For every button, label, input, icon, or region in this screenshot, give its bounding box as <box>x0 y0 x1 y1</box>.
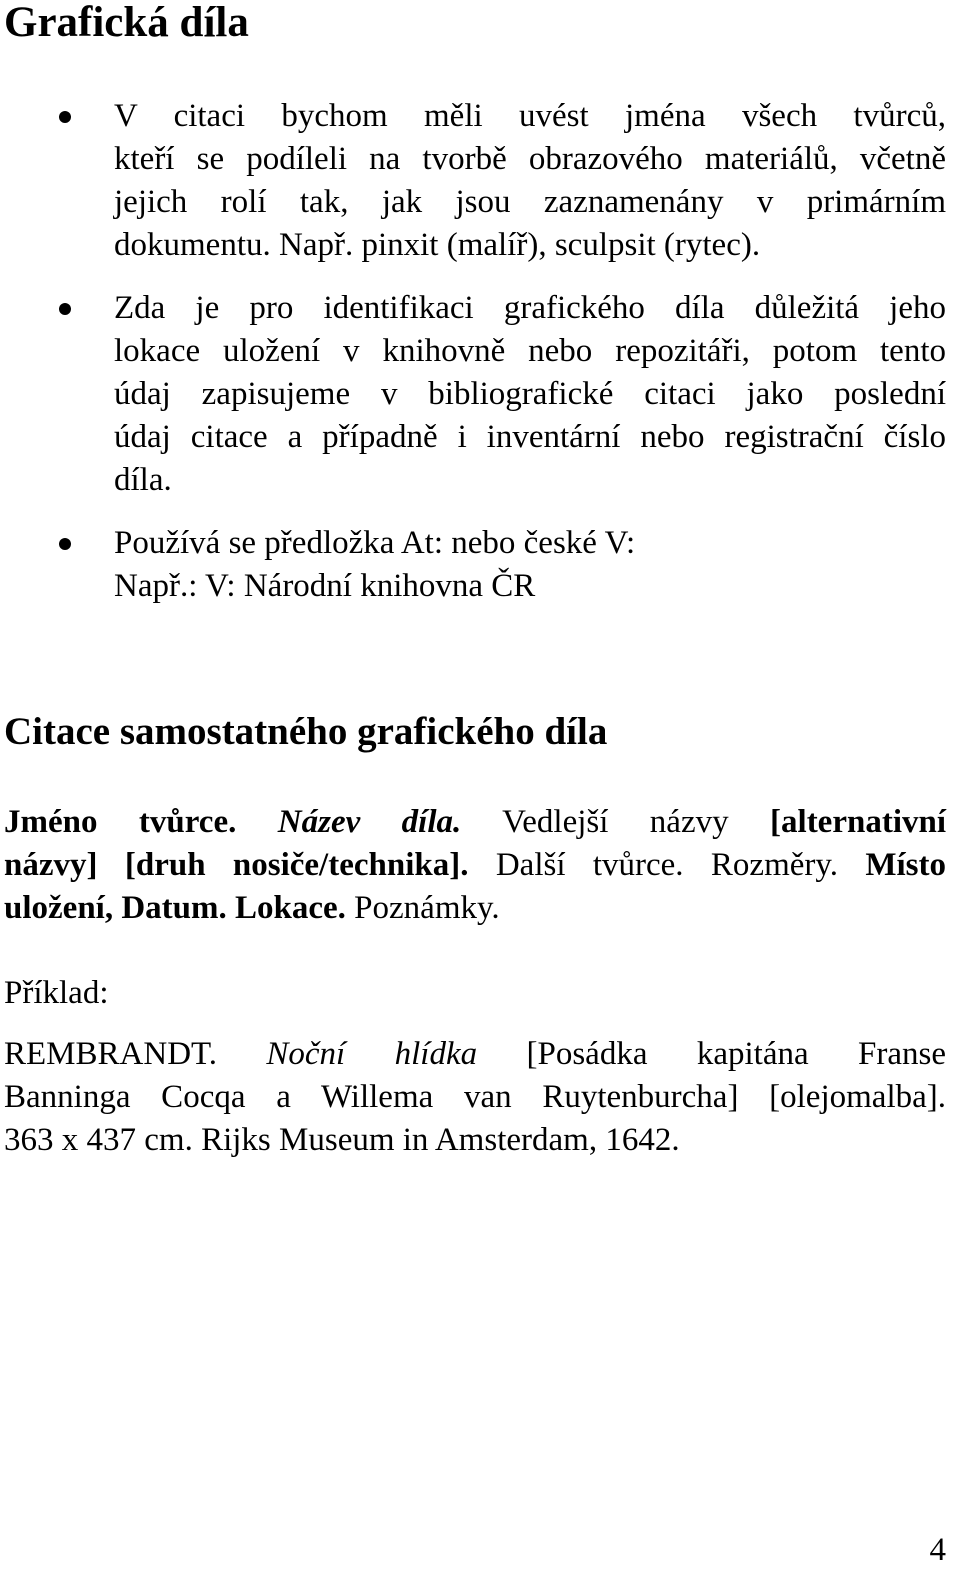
template-location-date: uložení, Datum. Lokace. <box>4 890 346 926</box>
bullet-dot-icon <box>59 111 71 123</box>
template-work-title: Název díla. <box>277 804 462 840</box>
template-creator: Jméno tvůrce. <box>4 804 237 840</box>
template-alt-bracket: [alternativní <box>770 804 947 840</box>
bullet-dot-icon <box>59 303 71 315</box>
template-dimensions: Rozměry. <box>710 847 838 883</box>
template-notes: Poznámky. <box>354 890 500 926</box>
citation-example-line: 363 x 437 cm. Rijks Museum in Amsterdam, 1642. <box>4 1122 680 1158</box>
section-heading: Citace samostatného grafického díla <box>4 710 608 753</box>
bullet-text-line: dokumentu. Např. pinxit (malíř), sculpsit (rytec). <box>114 227 761 263</box>
bullet-text-line: údaj citace a případně i inventární nebo registrační číslo <box>114 419 946 455</box>
citation-example <box>4 1033 946 1162</box>
example-label: Příklad: <box>4 975 109 1011</box>
example-author: REMBRANDT. <box>4 1036 217 1072</box>
example-alt-title: [Posádka kapitána Franse <box>526 1036 946 1072</box>
citation-example-line: Banninga Cocqa a Willema van Ruytenburcha] [olejomalba]. <box>4 1079 946 1115</box>
citation-template-line <box>4 801 946 844</box>
citation-template <box>4 801 946 930</box>
template-other-creator: Další tvůrce. <box>495 847 684 883</box>
page-number: 4 <box>929 1532 946 1568</box>
bullet-text-line: kteří se podíleli na tvorbě obrazového materiálů, včetně <box>114 141 946 177</box>
bullet-text-line: díla. <box>114 462 172 498</box>
example-title: Noční hlídka <box>266 1036 478 1072</box>
bullet-dot-icon <box>59 538 71 550</box>
bullet-text-line: Např.: V: Národní knihovna ČR <box>114 568 536 604</box>
bullet-item-location <box>0 287 946 502</box>
bullet-list <box>0 95 960 628</box>
bullet-text-line: V citaci bychom měli uvést jména všech tvůrců, <box>114 98 946 134</box>
bullet-item-preposition <box>0 522 946 608</box>
bullet-text-line: jejich rolí tak, jak jsou zaznamenány v primárním <box>114 184 946 220</box>
bullet-text-line: Používá se předložka At: nebo české V: <box>114 525 636 561</box>
bullet-text-line: lokace uložení v knihovně nebo repozitáři, potom tento <box>114 333 946 369</box>
page-title: Grafická díla <box>4 0 249 46</box>
citation-template-line <box>4 844 946 887</box>
template-medium: názvy] [druh nosiče/technika]. <box>4 847 469 883</box>
bullet-item-creators <box>0 95 946 267</box>
template-place: Místo <box>865 847 947 883</box>
bullet-text-line: údaj zapisujeme v bibliografické citaci jako poslední <box>114 376 946 412</box>
citation-template-line <box>4 887 946 930</box>
bullet-text-line: Zda je pro identifikaci grafického díla důležitá jeho <box>114 290 946 326</box>
template-alt-names: Vedlejší názvy <box>502 804 729 840</box>
citation-example-line <box>4 1033 946 1076</box>
